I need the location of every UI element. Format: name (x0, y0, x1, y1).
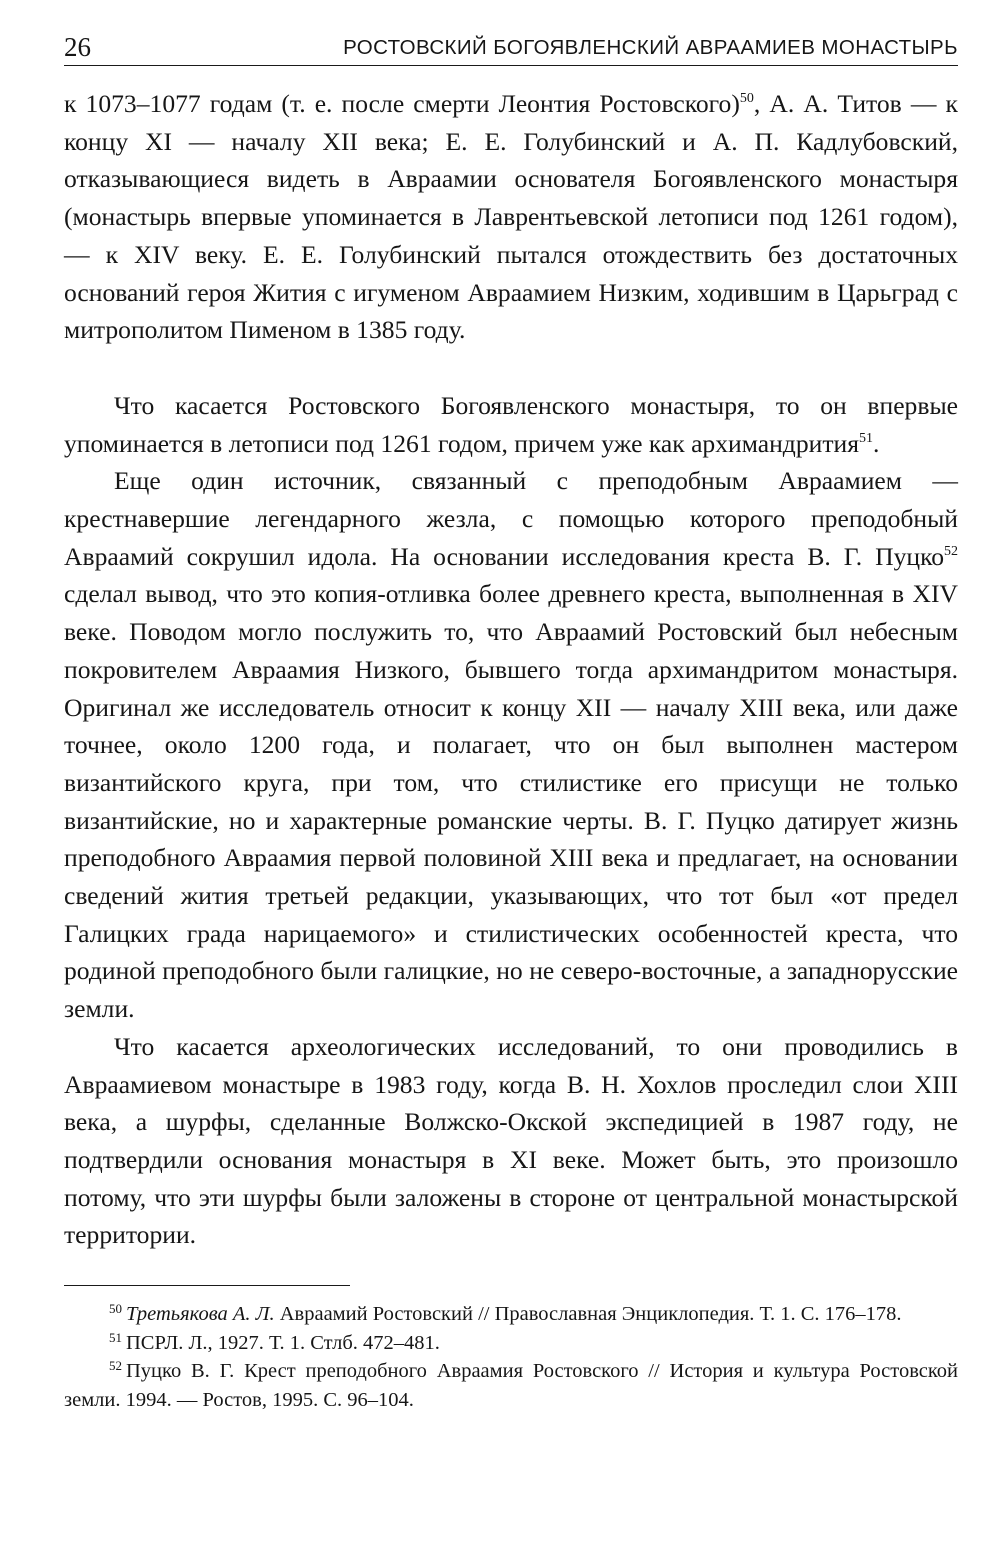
main-text (64, 85, 958, 1254)
footnote-51 (64, 1329, 958, 1358)
running-title: РОСТОВСКИЙ БОГОЯВЛЕНСКИЙ АВРААМИЕВ МОНАСТЫРЬ (343, 36, 958, 59)
paragraph-3-text-a: Еще один источник, связанный с преподобным Авраамием — крестнавершие легендарного жезла, с помощью которого преподобный Аврaамий сокрушил идола. На основании исследования креста В. Г. Пуцко (64, 466, 958, 571)
paragraph-3-text-b: сделал вывод, что это копия-отливка более древнего креста, выполненная в XIV веке. Поводом могло послужить то, что Авраамий Ростовский был небесным покровителем Авраамия Низкого, бывшего тогда архимандритом монастыря. Оригинал же исследователь относит к концу XII — началу XIII века, или даже точнее, около 1200 года, и полагает, что он был выполнен мастером византийского круга, при том, что стилистике его присущи не только византийские, но и характерные романские черты. В. Г. Пуцко датирует жизнь преподобного Авраамия первой половиной XIII века и предлагает, на основании сведений жития третьей редакции, указывающих, что тот был «от предел Галицких града нарицаемого» и стилистических особенностей креста, что родиной преподобного были галицкие, но не северо-восточные, а западнорусские земли. (64, 579, 958, 1024)
footnote-ref-50[interactable]: 50 (739, 91, 754, 106)
footnote-number: 51 (109, 1329, 122, 1345)
footnote-number: 50 (109, 1301, 122, 1317)
footnotes (64, 1300, 958, 1414)
footnote-50 (64, 1300, 958, 1329)
footnote-text: Авраамий Ростовский // Православная Энциклопедия. Т. 1. С. 176–178. (274, 1303, 902, 1326)
footnote-52 (64, 1357, 958, 1414)
paragraph-1-text-b: , А. А. Титов — к концу XI — началу XII века; Е. Е. Голубинский и А. П. Кадлубовский, отказывающиеся видеть в Аврaамии основателя Богоявленского монастыря (монастырь впервые упоминается в Лаврентьевской летописи под 1261 годом), — к XIV веку. Е. Е. Голубинский пытался отождествить без достаточных оснований героя Жития с игуменом Авраамием Низким, ходившим в Царьград с митрополитом Пименом в 1385 году. (64, 89, 958, 345)
paragraph-2 (64, 387, 958, 462)
footnote-ref-52[interactable]: 52 (944, 543, 958, 559)
footnote-text: ПСРЛ. Л., 1927. Т. 1. Стлб. 472–481. (126, 1331, 440, 1354)
footnote-divider (64, 1285, 350, 1286)
section-gap (64, 349, 958, 387)
paragraph-1 (64, 85, 958, 349)
paragraph-4: Что касается археологических исследований, то они проводились в Авраамиевом монастыре в 1983 году, когда В. Н. Хохлов проследил слои XIII века, а шурфы, сделанные Волжско-Окской экспедицией в 1987 году, не подтвердили основания монастыря в XI веке. Может быть, это произошло потому, что эти шурфы были заложены в стороне от центральной монастырской территории. (64, 1031, 958, 1250)
page-header (64, 26, 958, 66)
paragraph-2-text-a: Что касается Ростовского Богоявленского монастыря, то он впервые упоминается в летописи под 1261 годом, причем уже как архимандрития (64, 390, 958, 458)
book-page (64, 26, 958, 1414)
page-number: 26 (64, 32, 91, 62)
paragraph-2-text-b: . (872, 428, 880, 458)
paragraph-3 (64, 462, 958, 1028)
footnote-text: Пуцко В. Г. Крест преподобного Авраамия Ростовского // История и культура Ростовской земли. 1994. — Ростов, 1995. С. 96–104. (64, 1360, 958, 1411)
footnote-ref-51[interactable]: 51 (858, 430, 873, 446)
paragraph-1-text-a: к 1073–1077 годам (т. е. после смерти Леонтия Ростовского) (64, 89, 740, 118)
footnote-author: Третьякова А. Л. (126, 1303, 275, 1326)
footnote-number: 52 (109, 1358, 122, 1374)
